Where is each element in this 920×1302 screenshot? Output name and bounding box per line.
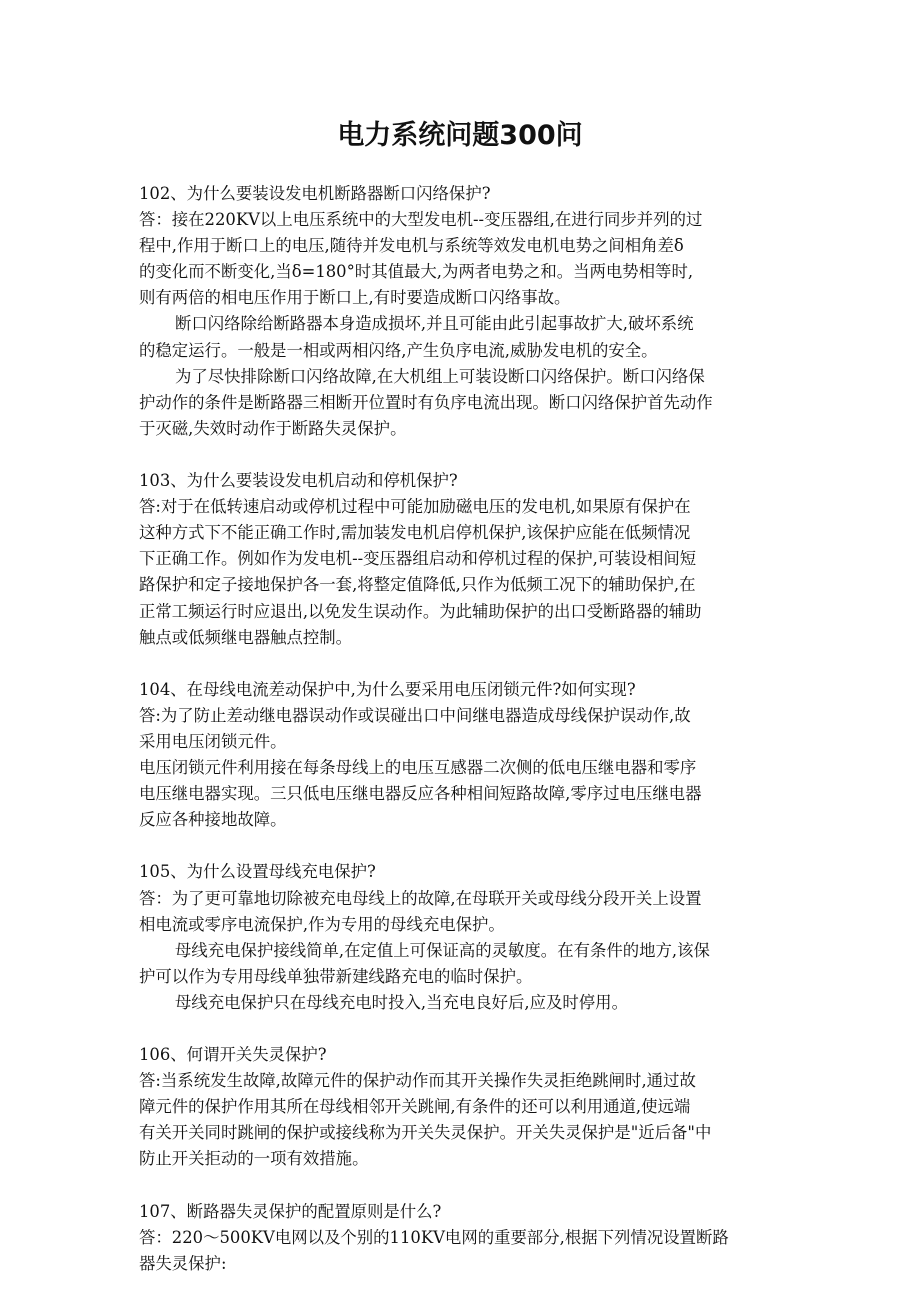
answer-line: 答：220～500KV电网以及个别的110KV电网的重要部分,根据下列情况设置断路 — [139, 1227, 729, 1247]
question-line: 103、为什么要装设发电机启动和停机保护? — [139, 471, 458, 491]
answer-line: 的变化而不断变化,当δ=180°时其值最大,为两者电势之和。当两电势相等时, — [139, 262, 694, 282]
answer-line: 答:对于在低转速启动或停机过程中可能加励磁电压的发电机,如果原有保护在 — [139, 497, 691, 517]
section-spacer — [139, 833, 799, 859]
qa-section-107 — [139, 1199, 799, 1277]
qa-section-102 — [139, 181, 799, 442]
answer-line: 断口闪络除给断路器本身造成损坏,并且可能由此引起事故扩大,破坏系统 — [175, 314, 694, 334]
question-line: 102、为什么要装设发电机断路器断口闪络保护? — [139, 184, 491, 203]
answer-line: 器失灵保护: — [139, 1253, 227, 1273]
answer-line: 于灭磁,失效时动作于断路失灵保护。 — [139, 418, 407, 438]
answer-line: 下正确工作。例如作为发电机--变压器组启动和停机过程的保护,可装设相间短 — [139, 549, 697, 569]
answer-line: 则有两倍的相电压作用于断口上,有时要造成断口闪络事故。 — [139, 288, 571, 308]
answer-line: 母线充电保护只在母线充电时投入,当充电良好后,应及时停用。 — [175, 992, 628, 1012]
answer-line: 采用电压闭锁元件。 — [139, 731, 287, 751]
answer-line: 护动作的条件是断路器三相断开位置时有负序电流出现。断口闪络保护首先动作 — [139, 392, 713, 412]
question-line: 105、为什么设置母线充电保护? — [139, 862, 376, 882]
answer-line: 路保护和定子接地保护各一套,将整定值降低,只作为低频工况下的辅助保护,在 — [139, 575, 696, 595]
answer-line: 防止开关拒动的一项有效措施。 — [139, 1149, 369, 1169]
section-spacer — [139, 1016, 799, 1042]
answer-line: 反应各种接地故障。 — [139, 810, 287, 830]
answer-line: 正常工频运行时应退出,以免发生误动作。为此辅助保护的出口受断路器的辅助 — [139, 601, 702, 621]
qa-section-103 — [139, 468, 799, 651]
answer-line: 相电流或零序电流保护,作为专用的母线充电保护。 — [139, 914, 505, 934]
qa-section-106 — [139, 1042, 799, 1172]
answer-line: 答:当系统发生故障,故障元件的保护动作而其开关操作失灵拒绝跳闸时,通过故 — [139, 1071, 696, 1091]
qa-section-105 — [139, 859, 799, 1016]
question-line: 104、在母线电流差动保护中,为什么要采用电压闭锁元件?如何实现? — [139, 679, 636, 699]
question-line: 106、何谓开关失灵保护? — [139, 1045, 327, 1065]
answer-line: 为了尽快排除断口闪络故障,在大机组上可装设断口闪络保护。断口闪络保 — [175, 366, 705, 386]
answer-line: 触点或低频继电器触点控制。 — [139, 627, 353, 647]
answer-line: 障元件的保护作用其所在母线相邻开关跳闸,有条件的还可以利用通道,使远端 — [139, 1097, 691, 1117]
answer-line: 这种方式下不能正确工作时,需加装发电机启停机保护,该保护应能在低频情况 — [139, 523, 691, 543]
answer-line: 电压闭锁元件利用接在每条母线上的电压互感器二次侧的低电压继电器和零序 — [139, 758, 697, 778]
answer-line: 母线充电保护接线简单,在定值上可保证高的灵敏度。在有条件的地方,该保 — [175, 940, 710, 960]
answer-line: 电压继电器实现。三只低电压继电器反应各种相间短路故障,零序过电压继电器 — [139, 784, 702, 804]
section-spacer — [139, 651, 799, 677]
answer-line: 答:为了防止差动继电器误动作或误碰出口中间继电器造成母线保护误动作,故 — [139, 705, 691, 725]
answer-line: 程中,作用于断口上的电压,随待并发电机与系统等效发电机电势之间相角差δ — [139, 236, 684, 256]
page-title: 电力系统问题300问 — [337, 120, 583, 151]
question-line: 107、断路器失灵保护的配置原则是什么? — [139, 1201, 442, 1221]
answer-line: 有关开关同时跳闸的保护或接线称为开关失灵保护。开关失灵保护是"近后备"中 — [139, 1123, 712, 1143]
section-spacer — [139, 442, 799, 468]
answer-line: 答：接在220KV以上电压系统中的大型发电机--变压器组,在进行同步并列的过 — [139, 210, 703, 230]
answer-line: 护可以作为专用母线单独带新建线路充电的临时保护。 — [139, 966, 533, 986]
qa-section-104 — [139, 677, 799, 834]
document-body — [139, 181, 799, 1277]
answer-line: 的稳定运行。一般是一相或两相闪络,产生负序电流,威胁发电机的安全。 — [139, 340, 658, 360]
answer-line: 答：为了更可靠地切除被充电母线上的故障,在母联开关或母线分段开关上设置 — [139, 888, 702, 908]
section-spacer — [139, 1173, 799, 1199]
